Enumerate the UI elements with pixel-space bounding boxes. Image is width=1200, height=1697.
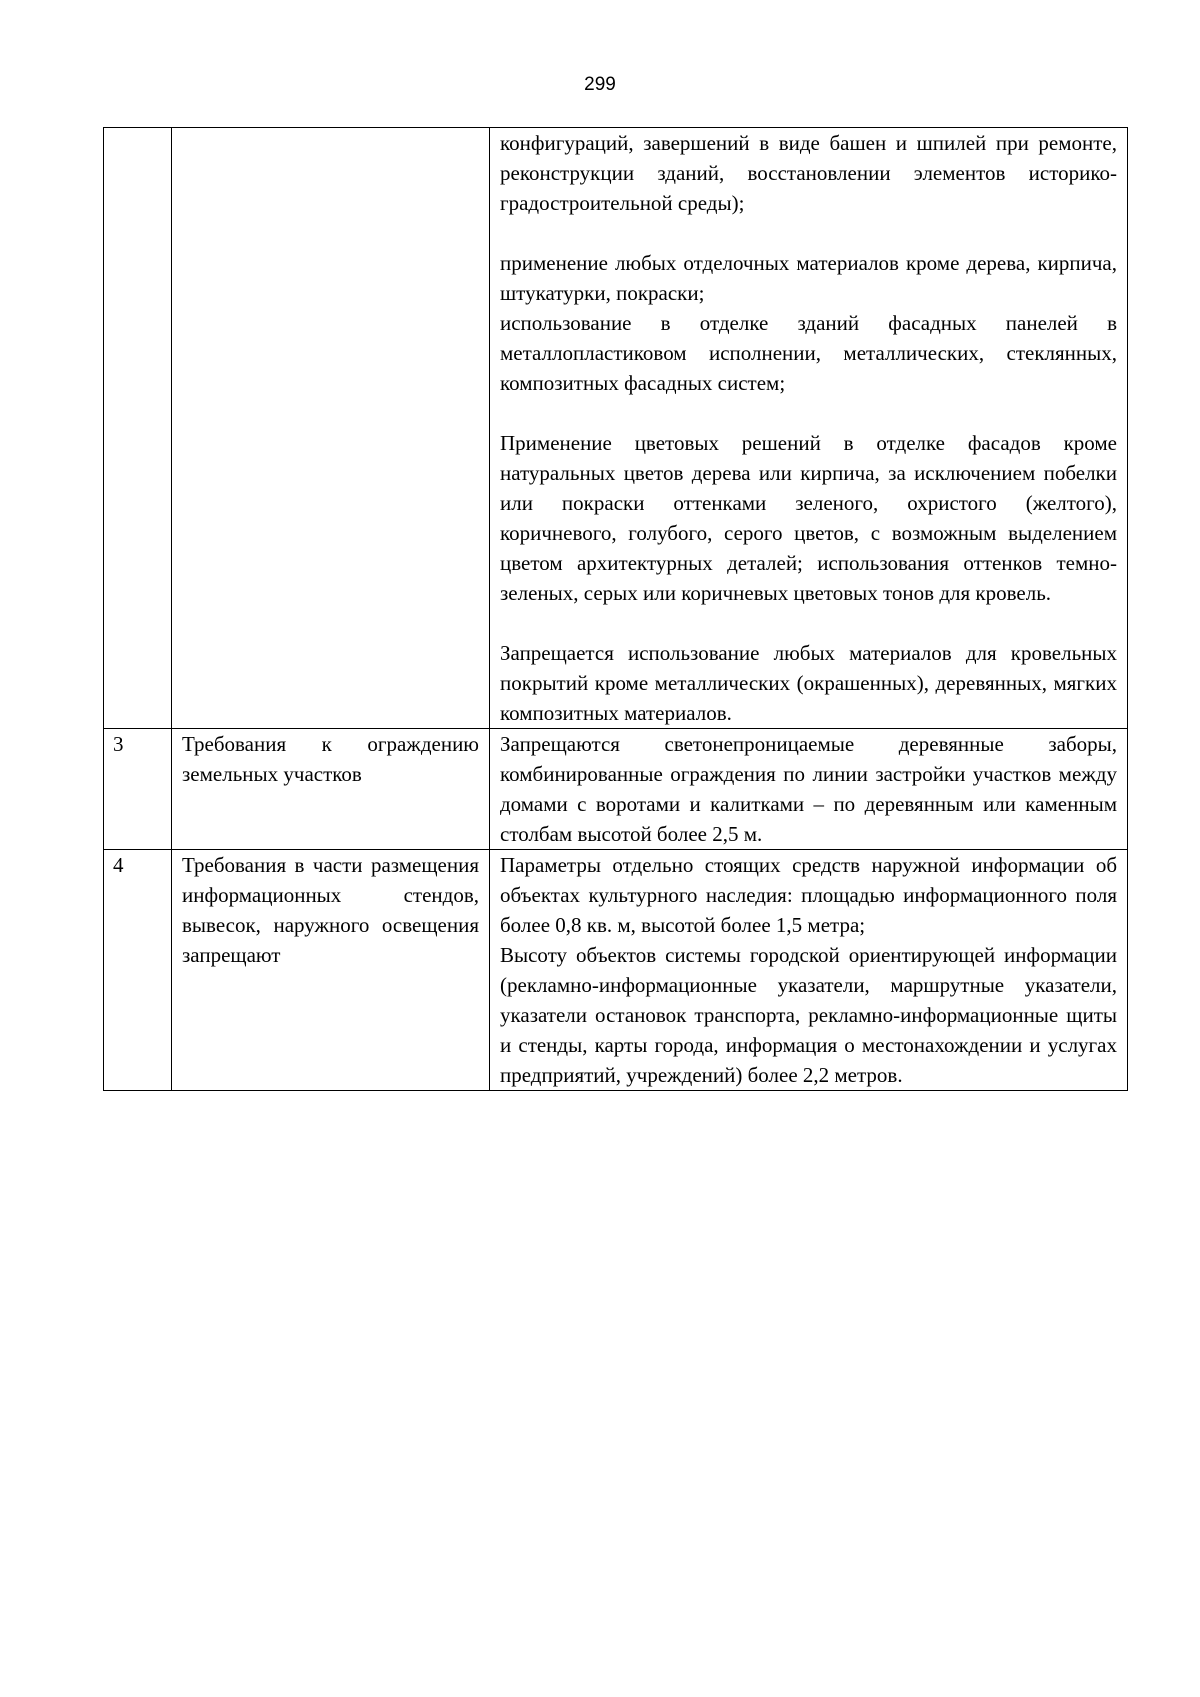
row-title: Требования в части размещения информационных стендов, вывесок, наружного освещения запрещают [182, 853, 479, 967]
table-row [104, 729, 1128, 850]
paragraph: применение любых отделочных материалов кроме дерева, кирпича, штукатурки, покраски; [500, 251, 1117, 305]
requirements-table [103, 127, 1128, 1091]
row-content-cell [490, 128, 1128, 729]
table-row [104, 128, 1128, 729]
paragraph: Применение цветовых решений в отделке фасадов кроме натуральных цветов дерева или кирпича, за исключением побелки или покраски оттенками зеленого, охристого (желтого), коричневого, голубого, серого цветов, с возможным выделением цветом архитектурных деталей; использования оттенков темно-зеленых, серых или коричневых цветовых тонов для кровель. [500, 431, 1117, 605]
table-row [104, 850, 1128, 1091]
paragraph-spacer [500, 218, 1117, 248]
row-content-cell [490, 729, 1128, 850]
paragraph: Запрещаются светонепроницаемые деревянные заборы, комбинированные ограждения по линии застройки участков между домами с воротами и калитками – по деревянным или каменным столбам высотой более 2,5 м. [500, 732, 1117, 846]
row-number-cell: 3 [104, 729, 172, 850]
paragraph: использование в отделке зданий фасадных панелей в металлопластиковом исполнении, металлических, стеклянных, композитных фасадных систем; [500, 311, 1117, 395]
paragraph: Запрещается использование любых материалов для кровельных покрытий кроме металлических (окрашенных), деревянных, мягких композитных материалов. [500, 641, 1117, 725]
row-title-cell [172, 729, 490, 850]
paragraph: Параметры отдельно стоящих средств наружной информации об объектах культурного наследия: площадью информационного поля более 0,8 кв. м, высотой более 1,5 метра; [500, 853, 1117, 937]
row-title: Требования к ограждению земельных участков [182, 732, 479, 786]
row-title-cell [172, 128, 490, 729]
paragraph: конфигураций, завершений в виде башен и шпилей при ремонте, реконструкции зданий, восстановлении элементов историко-градостроительной среды); [500, 131, 1117, 215]
row-number-cell [104, 128, 172, 729]
row-title-cell [172, 850, 490, 1091]
row-content-cell [490, 850, 1128, 1091]
row-number-cell: 4 [104, 850, 172, 1091]
paragraph: Высоту объектов системы городской ориентирующей информации (рекламно-информационные указатели, маршрутные указатели, указатели остановок транспорта, рекламно-информационные щиты и стенды, карты города, информация о местонахождении и услугах предприятий, учреждений) более 2,2 метров. [500, 943, 1117, 1087]
paragraph-spacer [500, 608, 1117, 638]
paragraph-spacer [500, 398, 1117, 428]
page-number: 299 [584, 74, 616, 95]
